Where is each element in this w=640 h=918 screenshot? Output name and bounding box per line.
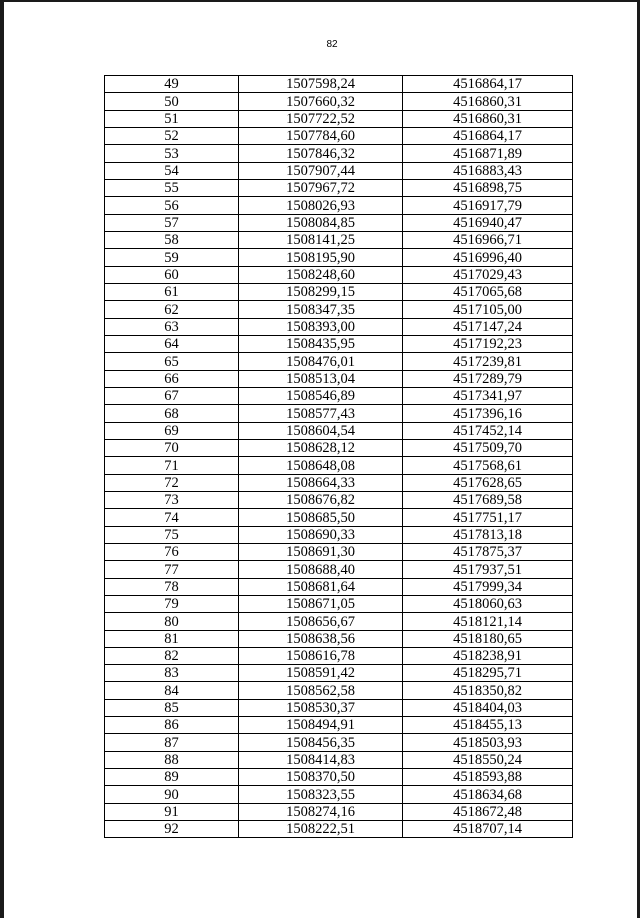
y-coordinate-cell: 4516864,17 bbox=[403, 127, 573, 144]
table-row bbox=[105, 301, 573, 318]
table-row bbox=[105, 93, 573, 110]
x-coordinate-cell: 1508141,25 bbox=[239, 231, 403, 248]
x-coordinate-cell: 1508676,82 bbox=[239, 491, 403, 508]
point-number-cell: 55 bbox=[105, 179, 239, 196]
x-coordinate-cell: 1508456,35 bbox=[239, 734, 403, 751]
x-coordinate-cell: 1508562,58 bbox=[239, 682, 403, 699]
y-coordinate-cell: 4518672,48 bbox=[403, 803, 573, 820]
table-row bbox=[105, 474, 573, 491]
x-coordinate-cell: 1507967,72 bbox=[239, 179, 403, 196]
y-coordinate-cell: 4517937,51 bbox=[403, 561, 573, 578]
y-coordinate-cell: 4518707,14 bbox=[403, 821, 573, 838]
y-coordinate-cell: 4517568,61 bbox=[403, 457, 573, 474]
y-coordinate-cell: 4518180,65 bbox=[403, 630, 573, 647]
x-coordinate-cell: 1508347,35 bbox=[239, 301, 403, 318]
x-coordinate-cell: 1508577,43 bbox=[239, 405, 403, 422]
table-row bbox=[105, 110, 573, 127]
table-row bbox=[105, 422, 573, 439]
y-coordinate-cell: 4518404,03 bbox=[403, 699, 573, 716]
x-coordinate-cell: 1508414,83 bbox=[239, 751, 403, 768]
y-coordinate-cell: 4516864,17 bbox=[403, 76, 573, 93]
point-number-cell: 74 bbox=[105, 509, 239, 526]
x-coordinate-cell: 1508513,04 bbox=[239, 370, 403, 387]
x-coordinate-cell: 1508688,40 bbox=[239, 561, 403, 578]
point-number-cell: 66 bbox=[105, 370, 239, 387]
table-row bbox=[105, 283, 573, 300]
point-number-cell: 89 bbox=[105, 769, 239, 786]
x-coordinate-cell: 1507846,32 bbox=[239, 145, 403, 162]
point-number-cell: 51 bbox=[105, 110, 239, 127]
y-coordinate-cell: 4517452,14 bbox=[403, 422, 573, 439]
point-number-cell: 63 bbox=[105, 318, 239, 335]
y-coordinate-cell: 4517628,65 bbox=[403, 474, 573, 491]
x-coordinate-cell: 1507784,60 bbox=[239, 127, 403, 144]
point-number-cell: 56 bbox=[105, 197, 239, 214]
x-coordinate-cell: 1508084,85 bbox=[239, 214, 403, 231]
x-coordinate-cell: 1508656,67 bbox=[239, 613, 403, 630]
y-coordinate-cell: 4518350,82 bbox=[403, 682, 573, 699]
point-number-cell: 78 bbox=[105, 578, 239, 595]
point-number-cell: 49 bbox=[105, 76, 239, 93]
point-number-cell: 85 bbox=[105, 699, 239, 716]
y-coordinate-cell: 4517875,37 bbox=[403, 543, 573, 560]
point-number-cell: 77 bbox=[105, 561, 239, 578]
table-row bbox=[105, 335, 573, 352]
y-coordinate-cell: 4517751,17 bbox=[403, 509, 573, 526]
table-row bbox=[105, 699, 573, 716]
y-coordinate-cell: 4518121,14 bbox=[403, 613, 573, 630]
y-coordinate-cell: 4516883,43 bbox=[403, 162, 573, 179]
table-row bbox=[105, 630, 573, 647]
y-coordinate-cell: 4518550,24 bbox=[403, 751, 573, 768]
table-row bbox=[105, 682, 573, 699]
table-row bbox=[105, 353, 573, 370]
x-coordinate-cell: 1507907,44 bbox=[239, 162, 403, 179]
x-coordinate-cell: 1508690,33 bbox=[239, 526, 403, 543]
y-coordinate-cell: 4516940,47 bbox=[403, 214, 573, 231]
point-number-cell: 52 bbox=[105, 127, 239, 144]
point-number-cell: 50 bbox=[105, 93, 239, 110]
y-coordinate-cell: 4517239,81 bbox=[403, 353, 573, 370]
x-coordinate-cell: 1508370,50 bbox=[239, 769, 403, 786]
point-number-cell: 58 bbox=[105, 231, 239, 248]
table-row bbox=[105, 803, 573, 820]
y-coordinate-cell: 4518060,63 bbox=[403, 595, 573, 612]
y-coordinate-cell: 4517509,70 bbox=[403, 439, 573, 456]
point-number-cell: 84 bbox=[105, 682, 239, 699]
point-number-cell: 64 bbox=[105, 335, 239, 352]
x-coordinate-cell: 1507598,24 bbox=[239, 76, 403, 93]
table-row bbox=[105, 491, 573, 508]
point-number-cell: 69 bbox=[105, 422, 239, 439]
y-coordinate-cell: 4517105,00 bbox=[403, 301, 573, 318]
y-coordinate-cell: 4517999,34 bbox=[403, 578, 573, 595]
point-number-cell: 87 bbox=[105, 734, 239, 751]
point-number-cell: 62 bbox=[105, 301, 239, 318]
point-number-cell: 68 bbox=[105, 405, 239, 422]
y-coordinate-cell: 4516966,71 bbox=[403, 231, 573, 248]
table-row bbox=[105, 370, 573, 387]
point-number-cell: 91 bbox=[105, 803, 239, 820]
x-coordinate-cell: 1508691,30 bbox=[239, 543, 403, 560]
point-number-cell: 53 bbox=[105, 145, 239, 162]
y-coordinate-cell: 4518503,93 bbox=[403, 734, 573, 751]
y-coordinate-cell: 4517341,97 bbox=[403, 387, 573, 404]
y-coordinate-cell: 4516996,40 bbox=[403, 249, 573, 266]
y-coordinate-cell: 4518238,91 bbox=[403, 647, 573, 664]
table-row bbox=[105, 786, 573, 803]
point-number-cell: 82 bbox=[105, 647, 239, 664]
x-coordinate-cell: 1508671,05 bbox=[239, 595, 403, 612]
point-number-cell: 88 bbox=[105, 751, 239, 768]
table-row bbox=[105, 734, 573, 751]
y-coordinate-cell: 4517065,68 bbox=[403, 283, 573, 300]
x-coordinate-cell: 1508299,15 bbox=[239, 283, 403, 300]
table-row bbox=[105, 769, 573, 786]
point-number-cell: 80 bbox=[105, 613, 239, 630]
y-coordinate-cell: 4517689,58 bbox=[403, 491, 573, 508]
x-coordinate-cell: 1508494,91 bbox=[239, 717, 403, 734]
point-number-cell: 79 bbox=[105, 595, 239, 612]
x-coordinate-cell: 1508648,08 bbox=[239, 457, 403, 474]
x-coordinate-cell: 1508638,56 bbox=[239, 630, 403, 647]
x-coordinate-cell: 1508664,33 bbox=[239, 474, 403, 491]
point-number-cell: 86 bbox=[105, 717, 239, 734]
point-number-cell: 75 bbox=[105, 526, 239, 543]
point-number-cell: 65 bbox=[105, 353, 239, 370]
scan-border-top bbox=[0, 0, 640, 2]
table-row bbox=[105, 231, 573, 248]
x-coordinate-cell: 1508530,37 bbox=[239, 699, 403, 716]
point-number-cell: 73 bbox=[105, 491, 239, 508]
y-coordinate-cell: 4518455,13 bbox=[403, 717, 573, 734]
y-coordinate-cell: 4517029,43 bbox=[403, 266, 573, 283]
table-row bbox=[105, 457, 573, 474]
y-coordinate-cell: 4517147,24 bbox=[403, 318, 573, 335]
point-number-cell: 61 bbox=[105, 283, 239, 300]
table-row bbox=[105, 266, 573, 283]
x-coordinate-cell: 1508026,93 bbox=[239, 197, 403, 214]
point-number-cell: 72 bbox=[105, 474, 239, 491]
y-coordinate-cell: 4517192,23 bbox=[403, 335, 573, 352]
x-coordinate-cell: 1508604,54 bbox=[239, 422, 403, 439]
table-row bbox=[105, 145, 573, 162]
point-number-cell: 57 bbox=[105, 214, 239, 231]
x-coordinate-cell: 1508591,42 bbox=[239, 665, 403, 682]
y-coordinate-cell: 4516917,79 bbox=[403, 197, 573, 214]
point-number-cell: 90 bbox=[105, 786, 239, 803]
table-row bbox=[105, 318, 573, 335]
table-row bbox=[105, 387, 573, 404]
table-row bbox=[105, 179, 573, 196]
y-coordinate-cell: 4517813,18 bbox=[403, 526, 573, 543]
table-row bbox=[105, 197, 573, 214]
x-coordinate-cell: 1508435,95 bbox=[239, 335, 403, 352]
x-coordinate-cell: 1508222,51 bbox=[239, 821, 403, 838]
y-coordinate-cell: 4517289,79 bbox=[403, 370, 573, 387]
x-coordinate-cell: 1507722,52 bbox=[239, 110, 403, 127]
x-coordinate-cell: 1508628,12 bbox=[239, 439, 403, 456]
x-coordinate-cell: 1508546,89 bbox=[239, 387, 403, 404]
point-number-cell: 92 bbox=[105, 821, 239, 838]
table-row bbox=[105, 249, 573, 266]
x-coordinate-cell: 1508681,64 bbox=[239, 578, 403, 595]
point-number-cell: 60 bbox=[105, 266, 239, 283]
y-coordinate-cell: 4518593,88 bbox=[403, 769, 573, 786]
point-number-cell: 71 bbox=[105, 457, 239, 474]
y-coordinate-cell: 4516871,89 bbox=[403, 145, 573, 162]
coordinates-table bbox=[104, 75, 573, 838]
table-row bbox=[105, 526, 573, 543]
point-number-cell: 59 bbox=[105, 249, 239, 266]
table-row bbox=[105, 439, 573, 456]
table-row bbox=[105, 405, 573, 422]
table-row bbox=[105, 613, 573, 630]
table-row bbox=[105, 76, 573, 93]
y-coordinate-cell: 4518295,71 bbox=[403, 665, 573, 682]
y-coordinate-cell: 4516860,31 bbox=[403, 93, 573, 110]
table-row bbox=[105, 214, 573, 231]
x-coordinate-cell: 1507660,32 bbox=[239, 93, 403, 110]
point-number-cell: 70 bbox=[105, 439, 239, 456]
point-number-cell: 67 bbox=[105, 387, 239, 404]
x-coordinate-cell: 1508323,55 bbox=[239, 786, 403, 803]
table-row bbox=[105, 127, 573, 144]
scan-border-left bbox=[0, 0, 4, 918]
x-coordinate-cell: 1508274,16 bbox=[239, 803, 403, 820]
x-coordinate-cell: 1508195,90 bbox=[239, 249, 403, 266]
table-row bbox=[105, 717, 573, 734]
table-row bbox=[105, 543, 573, 560]
table-row bbox=[105, 561, 573, 578]
point-number-cell: 76 bbox=[105, 543, 239, 560]
coordinates-table-body bbox=[105, 76, 573, 838]
table-row bbox=[105, 595, 573, 612]
table-row bbox=[105, 578, 573, 595]
table-row bbox=[105, 821, 573, 838]
table-row bbox=[105, 647, 573, 664]
x-coordinate-cell: 1508685,50 bbox=[239, 509, 403, 526]
x-coordinate-cell: 1508616,78 bbox=[239, 647, 403, 664]
point-number-cell: 54 bbox=[105, 162, 239, 179]
table-row bbox=[105, 751, 573, 768]
point-number-cell: 81 bbox=[105, 630, 239, 647]
x-coordinate-cell: 1508476,01 bbox=[239, 353, 403, 370]
point-number-cell: 83 bbox=[105, 665, 239, 682]
x-coordinate-cell: 1508248,60 bbox=[239, 266, 403, 283]
table-row bbox=[105, 665, 573, 682]
x-coordinate-cell: 1508393,00 bbox=[239, 318, 403, 335]
table-row bbox=[105, 509, 573, 526]
y-coordinate-cell: 4518634,68 bbox=[403, 786, 573, 803]
page-number: 82 bbox=[326, 39, 338, 50]
table-row bbox=[105, 162, 573, 179]
y-coordinate-cell: 4517396,16 bbox=[403, 405, 573, 422]
y-coordinate-cell: 4516860,31 bbox=[403, 110, 573, 127]
y-coordinate-cell: 4516898,75 bbox=[403, 179, 573, 196]
